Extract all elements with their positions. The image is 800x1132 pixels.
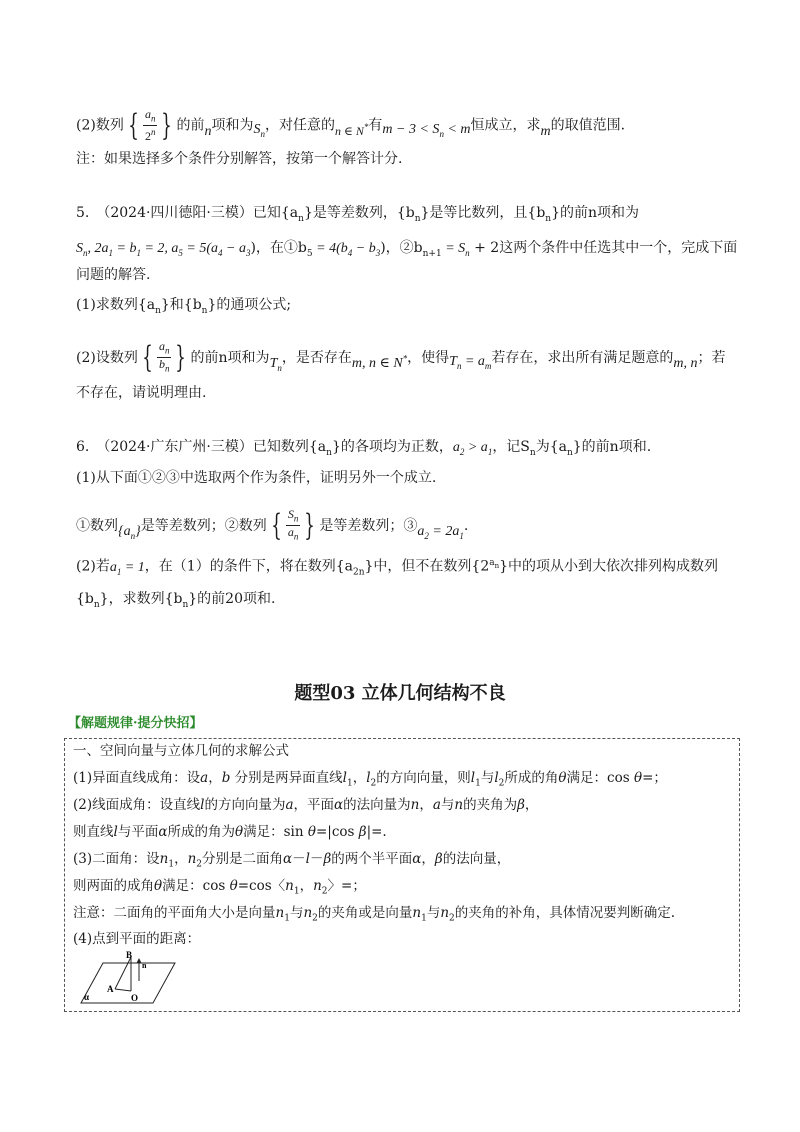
q6-fraction: $\frac{S_n}{a_n}$ bbox=[287, 507, 299, 542]
arrow-head-icon bbox=[137, 958, 142, 963]
formula-box bbox=[64, 738, 740, 1012]
q5-line2: $S_n$, $2a_1 = b_1 = 2$, $a_5 = 5(a_4 - a_3)$，在$①b_5 = 4(b_4 - b_3)$，$②b_{n+1} = S_n + 2$这两个条件中任选其中一个，完成下面 bbox=[76, 240, 738, 259]
label-alpha: α bbox=[84, 992, 90, 1002]
q5-part2: (2)设数列 { $\frac{a_n}{b_n}$ } 的前n项和为$T_n$，是否存在m, n ∈ N*，使得$T_n = a_m$若存在，求出所有满足题意的m, n；若 bbox=[76, 339, 726, 375]
box-line-plane-angle: (2)线面成角：设直线l的方向向量为a，平面α的法向量为n，a与n的夹角为β， bbox=[73, 797, 539, 813]
q5-part1: (1)求数列$\{a_n\}$和$\{b_n\}$的通项公式; bbox=[76, 297, 292, 316]
box-line-note: 注意：二面角的平面角大小是向量$n_1$与$n_2$的夹角或是向量$n_1$与$n_2$的夹角的补角，具体情况要判断确定. bbox=[73, 905, 676, 924]
plane-alpha bbox=[81, 963, 175, 1003]
note: 注：如果选择多个条件分别解答，按第一个解答计分. bbox=[76, 151, 403, 167]
q5-line3: 问题的解答. bbox=[76, 267, 151, 283]
q4-part2-line: (2)数列 { $\frac{a_n}{2^n}$ } 的前n项和为$S_n$，对任意的n ∈ N*有$m - 3 < S_n < m$恒成立，求m的取值范围. bbox=[76, 107, 626, 144]
label-n: n bbox=[142, 961, 147, 970]
q5-line1: 5. （2024·四川德阳·三模）已知$\{a_n\}$是等差数列，$\{b_n\}$是等比数列，且$\{b_n\}$的前n项和为 bbox=[76, 205, 640, 224]
label-A: A bbox=[107, 984, 114, 994]
box-line-distance: (4)点到平面的距离： bbox=[73, 931, 201, 947]
q6-part2: (2)若$a_1 = 1$，在（1）的条件下，将在数列$\{a_{2n}\}$中，但不在数列$\{2^{a_n}\}$中的项从小到大依次排列构成数列 bbox=[76, 558, 719, 578]
q6-conditions: ①数列$\{a_n\}$是等差数列；②数列 { $\frac{S_n}{a_n}$ } 是等差数列；$③a_2 = 2a_1$. bbox=[76, 507, 469, 543]
q4-fraction: $\frac{a_n}{2^n}$ bbox=[144, 107, 156, 144]
q6-line1: 6. （2024·广东广州·三模）已知数列$\{a_n\}$的各项均为正数，$a_2 > a_1$，记$S_n$为$\{a_n\}$的前n项和. bbox=[76, 439, 652, 458]
q6-part1: (1)从下面①②③中选取两个作为条件，证明另外一个成立. bbox=[76, 470, 437, 486]
box-line-dihedral: (3)二面角：设$n_1$，$n_2$分别是二面角α－l－β的两个半平面α，β的法向量， bbox=[73, 851, 511, 870]
q6-part2-line2: $\{b_n\}$，求数列$\{b_n\}$的前20项和. bbox=[76, 591, 276, 610]
box-line-dihedral-2: 则两面的成角θ满足：cos θ=cos〈$n_1$，$n_2$〉=； bbox=[73, 878, 366, 897]
section-title: 题型03 立体几何结构不良 bbox=[294, 683, 506, 704]
segment-AO bbox=[115, 989, 131, 991]
q5-part2-line2: 不存在，请说明理由. bbox=[76, 385, 207, 401]
label-O: O bbox=[131, 993, 139, 1003]
box-line-plane-angle-2: 则直线l与平面α所成的角为θ满足：sin θ=|cos β|=. bbox=[73, 824, 387, 840]
segment-BA bbox=[115, 957, 131, 989]
box-line-skew-angle: (1)异面直线成角：设a，b 分别是两异面直线$l_1$，$l_2$的方向向量，则$l_1$与$l_2$所成的角θ满足：cos θ=； bbox=[73, 770, 667, 789]
tip-tag: 【解题规律·提分快招】 bbox=[68, 716, 203, 731]
plane-distance-figure bbox=[73, 951, 183, 1011]
label-B: B bbox=[126, 951, 133, 960]
q5-fraction: $\frac{a_n}{b_n}$ bbox=[158, 339, 170, 374]
box-title: 一、空间向量与立体几何的求解公式 bbox=[73, 743, 289, 759]
